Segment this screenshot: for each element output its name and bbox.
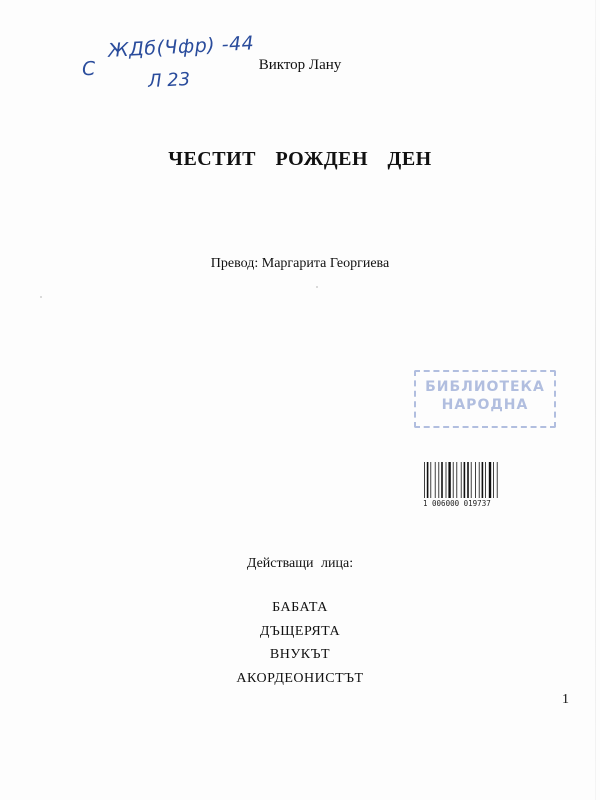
barcode-icon [423, 462, 501, 498]
barcode-bar [441, 462, 443, 498]
stamp-line-2: НАРОДНА [441, 397, 529, 413]
cast-character: ДЪЩЕРЯТА [259, 623, 341, 639]
barcode-bar [471, 462, 472, 498]
handwritten-shelf-mark: Л 23 [147, 68, 191, 93]
barcode-number: 1 006000 019737 [423, 499, 491, 508]
barcode-bar [479, 462, 480, 498]
scan-speck [316, 286, 318, 288]
barcode-bar [493, 462, 494, 498]
barcode-label [423, 462, 501, 512]
page-number: 1 [562, 692, 569, 707]
barcode-bar [464, 462, 466, 498]
handwritten-catalog-number: ЖДб(Чфр) -44 [107, 32, 255, 62]
cast-character: ВНУКЪТ [269, 647, 331, 662]
library-stamp [414, 370, 556, 428]
cast-character: БАБАТА [272, 600, 328, 615]
cast-character: АКОРДЕОНИСТЪТ [236, 670, 364, 686]
handwritten-prefix: С [81, 57, 96, 81]
scan-speck [40, 296, 42, 298]
barcode-bar [485, 462, 486, 498]
barcode-bar [430, 462, 431, 498]
barcode-bar [461, 462, 462, 498]
barcode-bar [475, 462, 476, 498]
author-name: Виктор Лану [258, 57, 342, 73]
barcode-bar [489, 462, 491, 498]
barcode-bar [427, 462, 429, 498]
cast-list [0, 596, 600, 690]
barcode-bar [482, 462, 484, 498]
play-title: ЧЕСТИТ РОЖДЕН ДЕН [168, 148, 432, 170]
barcode-bar [438, 462, 439, 498]
barcode-bar [456, 462, 457, 498]
translator-credit: Превод: Маргарита Георгиева [210, 256, 390, 271]
barcode-bar [497, 462, 498, 498]
barcode-bar [424, 462, 425, 498]
stamp-line-1: БИБЛИОТЕКА [425, 379, 545, 395]
barcode-bar [446, 462, 447, 498]
barcode-bar [453, 462, 454, 498]
barcode-bar [467, 462, 469, 498]
cast-heading: Действащи лица: [246, 556, 354, 571]
barcode-bar [435, 462, 436, 498]
barcode-bar [448, 462, 450, 498]
